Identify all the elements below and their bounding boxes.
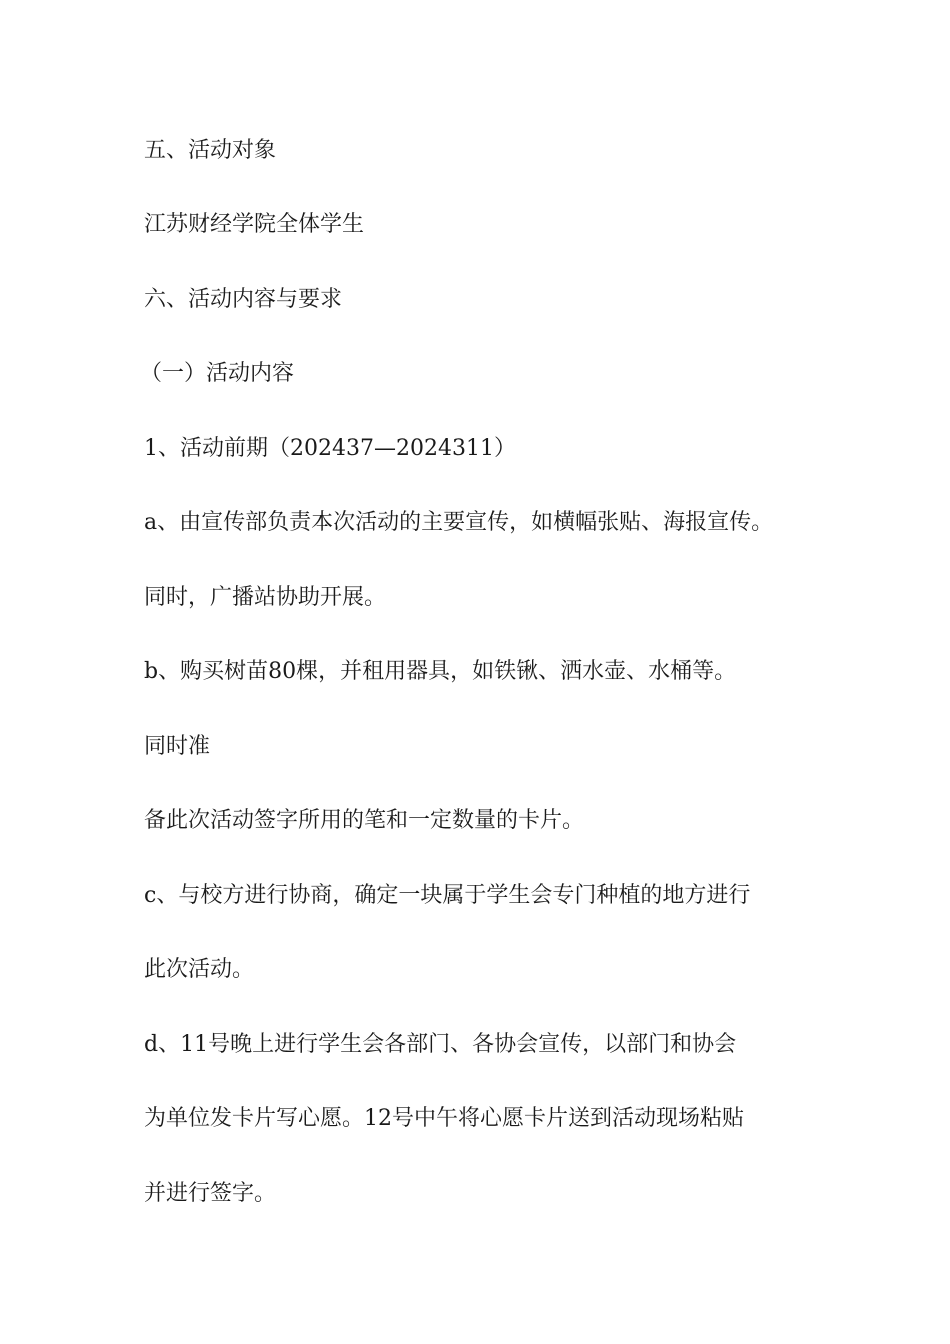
- subsection-heading: （一）活动内容: [140, 361, 295, 386]
- paragraph-line: 同时准: [144, 734, 211, 759]
- list-item-heading: 1、活动前期（202437—2024311）: [144, 436, 516, 461]
- paragraph-line: c、与校方进行协商，确定一块属于学生会专门种植的地方进行: [144, 883, 751, 908]
- paragraph-line: b、购买树苗80棵，并租用器具，如铁锹、洒水壶、水桶等。: [144, 659, 737, 684]
- paragraph-line: 为单位发卡片写心愿。12号中午将心愿卡片送到活动现场粘贴: [144, 1106, 744, 1131]
- section-heading-activity-target: 五、活动对象: [144, 138, 277, 163]
- paragraph-line: 同时，广播站协助开展。: [144, 585, 387, 610]
- paragraph-line: 此次活动。: [144, 957, 255, 982]
- paragraph-line: d、11号晚上进行学生会各部门、各协会宣传，以部门和协会: [144, 1032, 737, 1057]
- paragraph-line: 并进行签字。: [144, 1181, 277, 1206]
- paragraph-line: a、由宣传部负责本次活动的主要宣传，如横幅张贴、海报宣传。: [144, 510, 774, 535]
- paragraph-line: 江苏财经学院全体学生: [144, 212, 365, 237]
- section-heading-content-requirements: 六、活动内容与要求: [144, 287, 343, 312]
- paragraph-line: 备此次活动签字所用的笔和一定数量的卡片。: [144, 808, 585, 833]
